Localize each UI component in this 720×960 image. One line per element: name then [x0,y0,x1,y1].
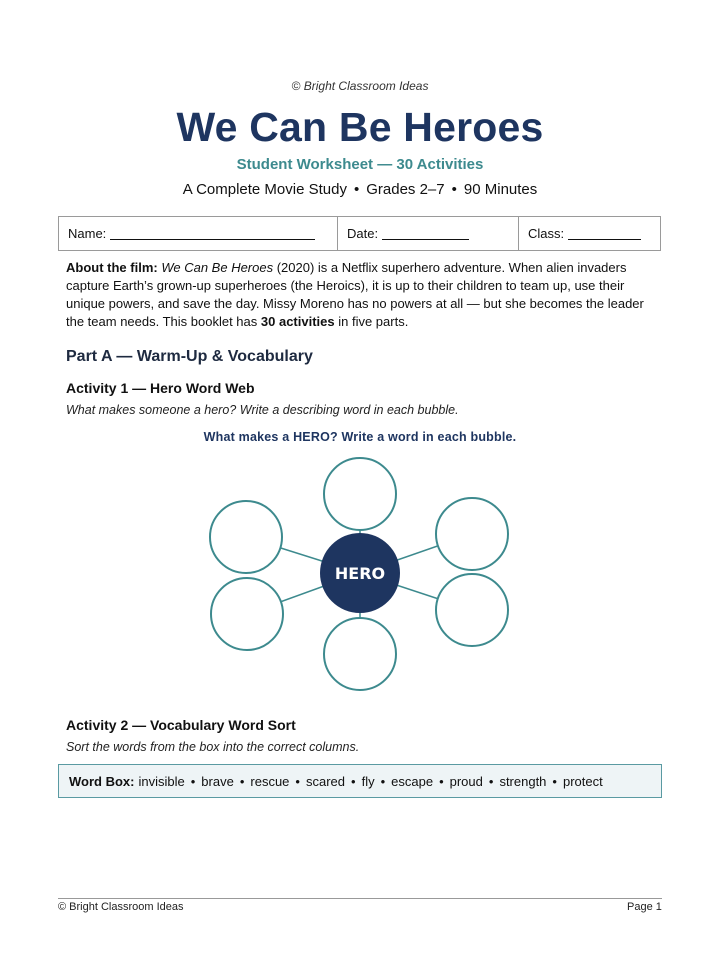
separator-dot: • [190,773,196,789]
page-title: We Can Be Heroes [176,104,544,150]
page-number: Page 1 [627,901,662,913]
film-title: We Can Be Heroes [161,260,274,275]
word-item: scared [305,773,346,789]
separator-dot: • [380,773,386,789]
word-bubble-bottom[interactable] [324,618,396,690]
header-copyright: © Bright Classroom Ideas [291,79,429,93]
part-a-heading: Part A — Warm-Up & Vocabulary [66,348,313,365]
activity-1-title: Activity 1 — Hero Word Web [66,380,255,396]
separator-dot: • [451,181,457,198]
word-bubble-lower-left[interactable] [211,578,283,650]
class-label: Class: [528,226,565,241]
word-item: invisible [138,773,185,789]
separator-dot: • [239,773,245,789]
word-bubble-upper-left[interactable] [210,501,282,573]
name-label: Name: [68,226,107,241]
date-label: Date: [347,226,379,241]
tagline-grades: Grades 2–7 [366,181,445,198]
name-field[interactable] [110,227,315,240]
activity-2-title: Activity 2 — Vocabulary Word Sort [66,717,296,733]
hero-word-web [190,450,530,700]
separator-dot: • [488,773,494,789]
about-text-1: (2020) is a Netflix superhero adventure. When alien invaders capture Earth’s grown-up superheroes (the Heroics), it is up to their children to team up, use their unique powers, and save the day. Missy Moreno has no powers at all — but she becomes the leader the team needs. This booklet has [66,260,644,329]
word-item: proud [449,773,483,789]
tagline-study: A Complete Movie Study [182,181,347,198]
student-info-table [58,216,661,251]
about-text-2: in five parts. [334,314,409,329]
tagline [0,181,720,198]
date-field[interactable] [382,227,469,240]
word-item: fly [361,773,375,789]
footer-copyright: © Bright Classroom Ideas [58,901,184,913]
word-item: brave [201,773,234,789]
about-film-paragraph [66,259,662,331]
hero-center-label: HERO [334,564,386,583]
date-cell[interactable] [337,217,518,250]
activity-1-instruction: What makes someone a hero? Write a describing word in each bubble. [66,403,459,417]
word-item: protect [562,773,603,789]
word-item: strength [499,773,547,789]
name-cell[interactable] [59,217,337,250]
separator-dot: • [439,773,444,789]
word-box [58,764,662,798]
separator-dot: • [295,773,300,789]
word-box-label: Word Box: [69,773,135,789]
word-bubble-upper-right[interactable] [436,498,508,570]
class-cell[interactable] [518,217,660,250]
about-label: About the film: [66,260,158,275]
tagline-duration: 90 Minutes [463,181,538,198]
word-item: rescue [250,773,290,789]
word-bubble-lower-right[interactable] [436,574,508,646]
about-highlight: 30 activities [260,314,335,329]
page-subtitle: Student Worksheet — 30 Activities [236,156,484,173]
class-field[interactable] [568,227,641,240]
word-item: escape [391,773,434,789]
separator-dot: • [351,773,356,789]
separator-dot: • [353,181,360,198]
footer-divider [58,898,662,899]
word-bubble-top[interactable] [324,458,396,530]
word-web-title: What makes a HERO? Write a word in each bubble. [203,430,517,444]
activity-2-instruction: Sort the words from the box into the correct columns. [66,740,360,754]
separator-dot: • [552,773,557,789]
